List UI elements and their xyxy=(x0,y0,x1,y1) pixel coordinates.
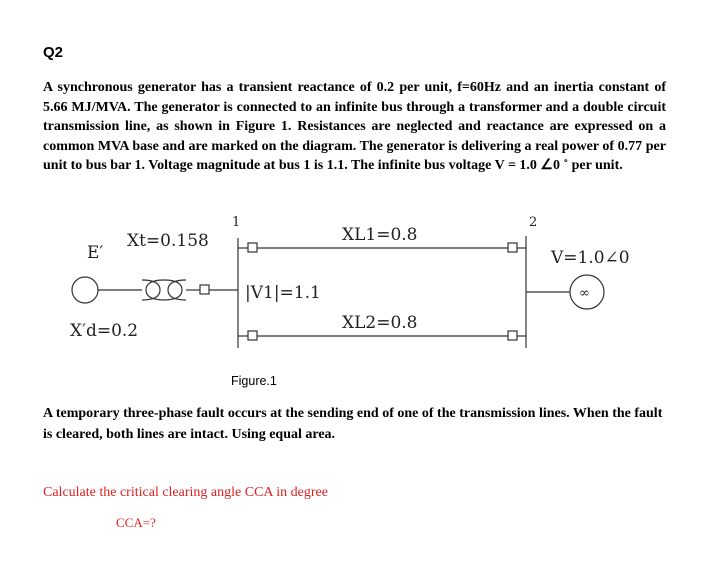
transformer-reactance-label: Xt=0.158 xyxy=(127,231,209,251)
transformer-symbol xyxy=(142,280,186,300)
figure-caption: Figure.1 xyxy=(231,374,277,388)
fault-description: A temporary three-phase fault occurs at the sending end of one of the transmission lines. When the fault is cleared, both lines are intact. Using equal area. xyxy=(43,406,663,442)
line-2-reactance-label: XL2=0.8 xyxy=(342,313,418,333)
bus-1-voltage-label: |V1|=1.1 xyxy=(245,283,321,303)
line-1-reactance-label: XL1=0.8 xyxy=(342,225,418,245)
bus-1-label: 1 xyxy=(232,215,241,230)
infinite-bus-symbol-text: ∞ xyxy=(579,286,590,301)
problem-statement: A synchronous generator has a transient reactance of 0.2 per unit, f=60Hz and an inertia constant of 5.66 MJ/MVA. The generator is connected to an infinite bus through a transformer and a double circuit transmission line, as shown in Figure 1. Resistances are neglected and reactance are expressed on a common MVA base and are marked on the diagram. The generator is delivering a real power of 0.77 per unit to bus bar 1. Voltage magnitude at bus 1 is 1.1. The infinite bus voltage V = 1.0 ∠0 ˚ per unit. xyxy=(43,80,666,174)
generator-symbol xyxy=(72,277,98,303)
answer-prompt: CCA=? xyxy=(116,515,156,530)
infinite-bus-voltage-label: V=1.0∠0 xyxy=(551,248,630,268)
task-instruction: Calculate the critical clearing angle CCA in degree xyxy=(43,485,328,500)
generator-emf-label: E′ xyxy=(87,243,104,263)
power-system-diagram xyxy=(60,208,660,368)
bus-2-label: 2 xyxy=(529,215,538,230)
generator-reactance-label: X′d=0.2 xyxy=(70,321,139,341)
question-number: Q2 xyxy=(43,44,64,61)
